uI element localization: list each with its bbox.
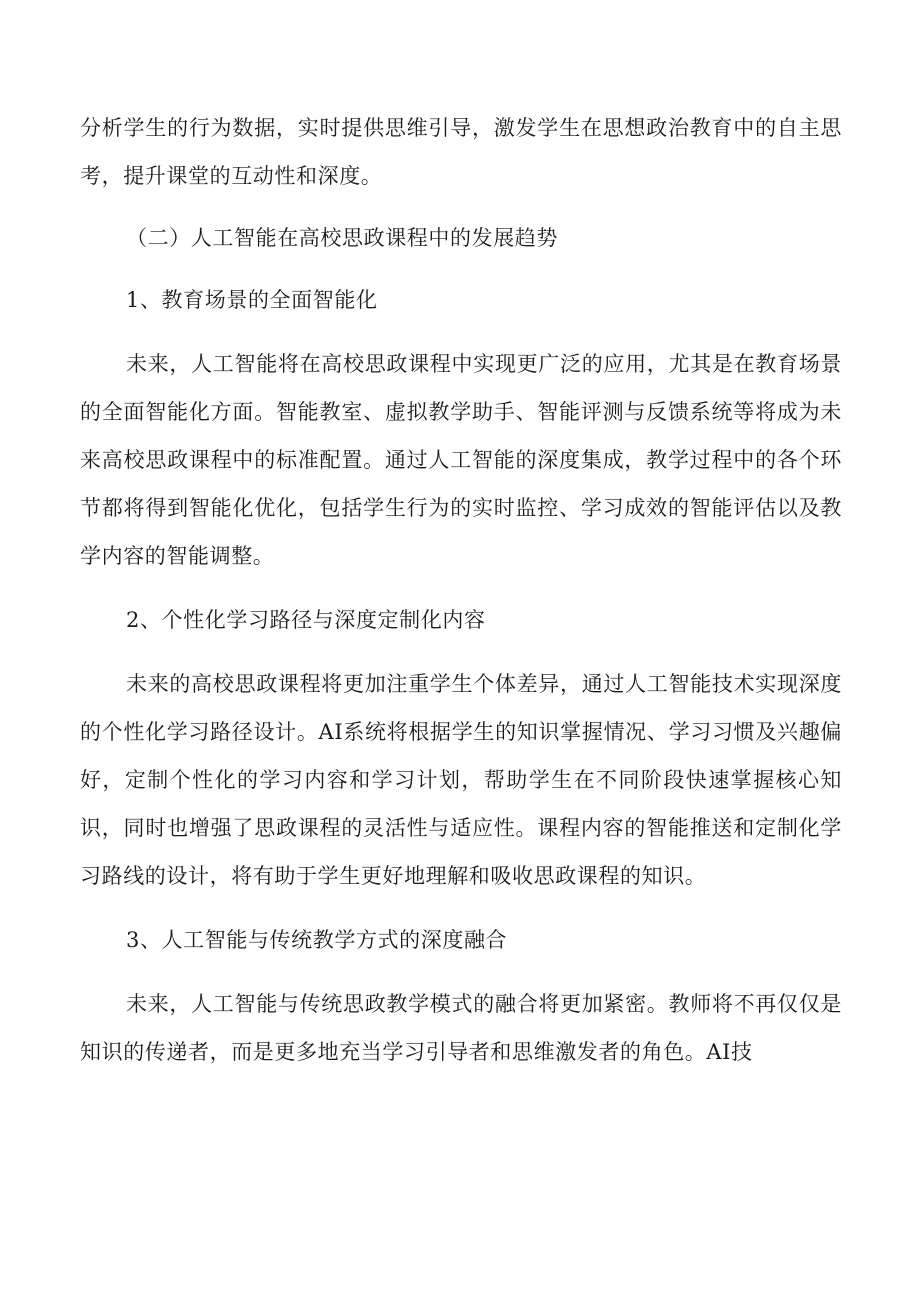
subsection-body-3: 未来，人工智能与传统思政教学模式的融合将更加紧密。教师将不再仅仅是知识的传递者，而是更多地充当学习引导者和思维激发者的角色。AI技 xyxy=(80,992,842,1064)
subsection-heading-3: 3、人工智能与传统教学方式的深度融合 xyxy=(126,928,508,952)
subsection-body-2: 未来的高校思政课程将更加注重学生个体差异，通过人工智能技术实现深度的个性化学习路径设计。AI系统将根据学生的知识掌握情况、学习习惯及兴趣偏好，定制个性化的学习内容和学习计划，帮助学生在不同阶段快速掌握核心知识，同时也增强了思政课程的灵活性与适应性。课程内容的智能推送和定制化学习路线的设计，将有助于学生更好地理解和吸收思政课程的知识。 xyxy=(80,672,842,888)
section-heading: （二）人工智能在高校思政课程中的发展趋势 xyxy=(126,226,558,250)
subsection-heading-2: 2、个性化学习路径与深度定制化内容 xyxy=(126,608,486,632)
intro-continuation-paragraph: 分析学生的行为数据，实时提供思维引导，激发学生在思想政治教育中的自主思考，提升课堂的互动性和深度。 xyxy=(80,116,842,188)
subsection-body-1: 未来，人工智能将在高校思政课程中实现更广泛的应用，尤其是在教育场景的全面智能化方面。智能教室、虚拟教学助手、智能评测与反馈系统等将成为未来高校思政课程中的标准配置。通过人工智能的深度集成，教学过程中的各个环节都将得到智能化优化，包括学生行为的实时监控、学习成效的智能评估以及教学内容的智能调整。 xyxy=(80,352,842,568)
document-body xyxy=(80,104,842,1076)
subsection-heading-1: 1、教育场景的全面智能化 xyxy=(126,288,378,312)
